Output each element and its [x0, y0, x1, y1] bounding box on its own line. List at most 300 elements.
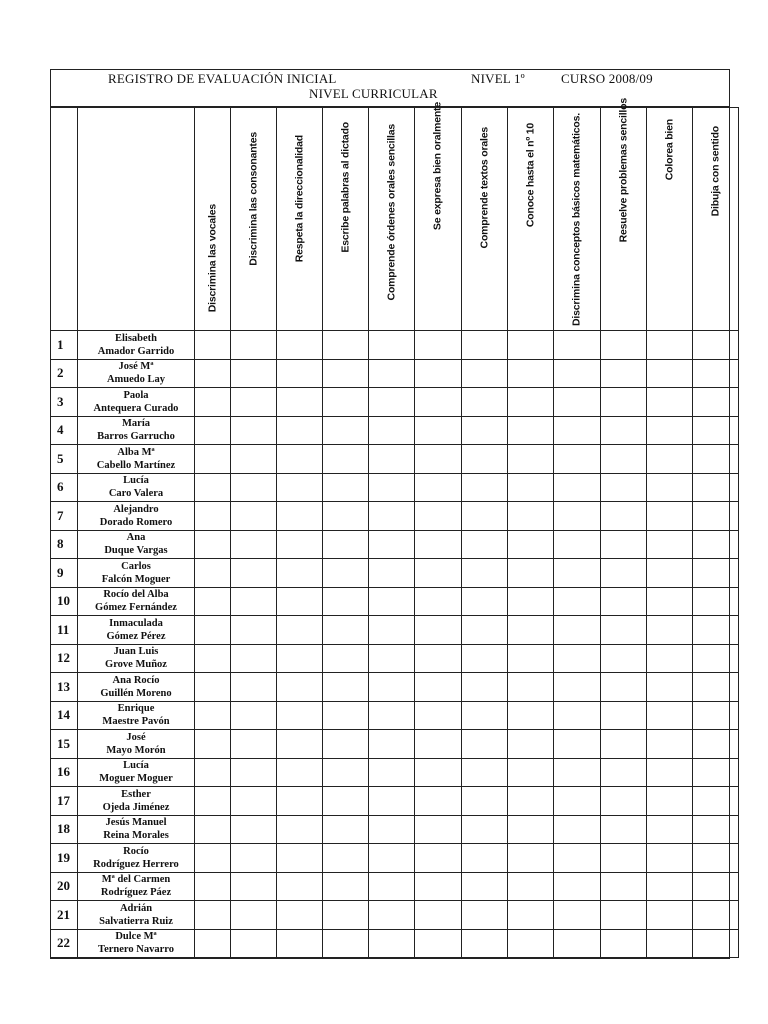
evaluation-cell[interactable]: [415, 616, 462, 645]
evaluation-cell[interactable]: [231, 388, 277, 417]
evaluation-cell[interactable]: [231, 815, 277, 844]
evaluation-cell[interactable]: [508, 701, 554, 730]
evaluation-cell[interactable]: [693, 616, 739, 645]
evaluation-cell[interactable]: [601, 929, 647, 958]
evaluation-cell[interactable]: [195, 587, 231, 616]
evaluation-cell[interactable]: [231, 787, 277, 816]
evaluation-cell[interactable]: [231, 701, 277, 730]
evaluation-cell[interactable]: [554, 644, 601, 673]
student-row: [51, 644, 739, 673]
evaluation-cell[interactable]: [195, 416, 231, 445]
evaluation-cell[interactable]: [277, 929, 323, 958]
evaluation-cell[interactable]: [693, 359, 739, 388]
evaluation-cell[interactable]: [231, 473, 277, 502]
evaluation-cell[interactable]: [195, 872, 231, 901]
evaluation-cell[interactable]: [693, 872, 739, 901]
criterion-label: Discrimina las vocales: [205, 203, 218, 312]
evaluation-cell[interactable]: [415, 587, 462, 616]
student-last-name: Antequera Curado: [93, 402, 179, 414]
evaluation-cell[interactable]: [554, 445, 601, 474]
evaluation-cell[interactable]: [647, 844, 693, 873]
evaluation-cell[interactable]: [462, 701, 508, 730]
evaluation-cell[interactable]: [647, 758, 693, 787]
evaluation-cell[interactable]: [647, 872, 693, 901]
evaluation-cell[interactable]: [462, 445, 508, 474]
evaluation-cell[interactable]: [277, 416, 323, 445]
evaluation-cell[interactable]: [601, 730, 647, 759]
evaluation-cell[interactable]: [693, 844, 739, 873]
evaluation-cell[interactable]: [647, 644, 693, 673]
evaluation-cell[interactable]: [554, 787, 601, 816]
evaluation-cell[interactable]: [601, 359, 647, 388]
evaluation-cell[interactable]: [231, 587, 277, 616]
evaluation-cell[interactable]: [601, 787, 647, 816]
evaluation-cell[interactable]: [647, 929, 693, 958]
evaluation-cell[interactable]: [323, 587, 369, 616]
evaluation-cell[interactable]: [554, 730, 601, 759]
evaluation-cell[interactable]: [554, 502, 601, 531]
evaluation-cell[interactable]: [415, 730, 462, 759]
evaluation-cell[interactable]: [554, 473, 601, 502]
evaluation-cell[interactable]: [277, 844, 323, 873]
evaluation-cell[interactable]: [601, 331, 647, 360]
evaluation-cell[interactable]: [508, 388, 554, 417]
evaluation-cell[interactable]: [415, 758, 462, 787]
evaluation-cell[interactable]: [277, 559, 323, 588]
evaluation-cell[interactable]: [195, 530, 231, 559]
evaluation-cell[interactable]: [601, 673, 647, 702]
evaluation-cell[interactable]: [508, 587, 554, 616]
evaluation-cell[interactable]: [554, 388, 601, 417]
evaluation-cell[interactable]: [195, 844, 231, 873]
student-last-name: Falcón Moguer: [101, 573, 171, 585]
evaluation-cell[interactable]: [369, 929, 415, 958]
evaluation-cell[interactable]: [231, 844, 277, 873]
student-last-name: Rodríguez Páez: [100, 887, 172, 899]
evaluation-cell[interactable]: [462, 787, 508, 816]
evaluation-cell[interactable]: [508, 616, 554, 645]
evaluation-cell[interactable]: [369, 502, 415, 531]
evaluation-cell[interactable]: [693, 673, 739, 702]
student-name-cell: [78, 359, 195, 388]
evaluation-cell[interactable]: [508, 730, 554, 759]
evaluation-cell[interactable]: [415, 502, 462, 531]
evaluation-cell[interactable]: [554, 929, 601, 958]
evaluation-cell[interactable]: [601, 502, 647, 531]
evaluation-cell[interactable]: [277, 644, 323, 673]
evaluation-cell[interactable]: [601, 872, 647, 901]
evaluation-cell[interactable]: [231, 416, 277, 445]
evaluation-cell[interactable]: [277, 587, 323, 616]
evaluation-cell[interactable]: [462, 644, 508, 673]
evaluation-cell[interactable]: [195, 644, 231, 673]
evaluation-cell[interactable]: [415, 701, 462, 730]
student-first-name: José: [126, 731, 146, 743]
evaluation-cell[interactable]: [601, 416, 647, 445]
evaluation-cell[interactable]: [462, 872, 508, 901]
evaluation-cell[interactable]: [369, 473, 415, 502]
evaluation-cell[interactable]: [508, 929, 554, 958]
student-last-name: Amuedo Lay: [106, 374, 166, 386]
evaluation-cell[interactable]: [195, 787, 231, 816]
evaluation-cell[interactable]: [323, 445, 369, 474]
student-row: [51, 758, 739, 787]
evaluation-cell[interactable]: [462, 530, 508, 559]
evaluation-cell[interactable]: [231, 559, 277, 588]
evaluation-cell[interactable]: [508, 559, 554, 588]
evaluation-cell[interactable]: [323, 530, 369, 559]
evaluation-cell[interactable]: [415, 815, 462, 844]
evaluation-cell[interactable]: [508, 416, 554, 445]
evaluation-cell[interactable]: [369, 331, 415, 360]
evaluation-cell[interactable]: [323, 815, 369, 844]
evaluation-cell[interactable]: [462, 901, 508, 930]
evaluation-cell[interactable]: [462, 815, 508, 844]
student-last-name: Caro Valera: [108, 488, 164, 500]
evaluation-cell[interactable]: [323, 473, 369, 502]
evaluation-cell[interactable]: [231, 758, 277, 787]
evaluation-cell[interactable]: [323, 673, 369, 702]
evaluation-cell[interactable]: [369, 445, 415, 474]
evaluation-cell[interactable]: [323, 359, 369, 388]
evaluation-cell[interactable]: [415, 929, 462, 958]
evaluation-cell[interactable]: [508, 502, 554, 531]
evaluation-cell[interactable]: [647, 388, 693, 417]
evaluation-cell[interactable]: [369, 815, 415, 844]
evaluation-cell[interactable]: [369, 416, 415, 445]
evaluation-cell[interactable]: [693, 758, 739, 787]
evaluation-cell[interactable]: [195, 359, 231, 388]
course-label: CURSO 2008/09: [561, 71, 653, 86]
evaluation-cell[interactable]: [369, 844, 415, 873]
evaluation-cell[interactable]: [554, 331, 601, 360]
evaluation-cell[interactable]: [508, 530, 554, 559]
evaluation-cell[interactable]: [369, 644, 415, 673]
evaluation-cell[interactable]: [323, 701, 369, 730]
evaluation-cell[interactable]: [554, 701, 601, 730]
evaluation-cell[interactable]: [554, 844, 601, 873]
evaluation-cell[interactable]: [415, 445, 462, 474]
evaluation-cell[interactable]: [647, 559, 693, 588]
evaluation-cell[interactable]: [369, 701, 415, 730]
evaluation-cell[interactable]: [601, 445, 647, 474]
evaluation-cell[interactable]: [508, 473, 554, 502]
evaluation-cell[interactable]: [508, 644, 554, 673]
evaluation-cell[interactable]: [195, 758, 231, 787]
evaluation-cell[interactable]: [647, 473, 693, 502]
evaluation-cell[interactable]: [508, 872, 554, 901]
evaluation-cell[interactable]: [323, 730, 369, 759]
evaluation-cell[interactable]: [415, 644, 462, 673]
criterion-label: Conoce hasta el nº 10: [523, 122, 536, 227]
evaluation-cell[interactable]: [601, 388, 647, 417]
evaluation-cell[interactable]: [647, 730, 693, 759]
evaluation-cell[interactable]: [277, 331, 323, 360]
evaluation-cell[interactable]: [277, 901, 323, 930]
evaluation-cell[interactable]: [647, 331, 693, 360]
evaluation-cell[interactable]: [231, 644, 277, 673]
evaluation-cell[interactable]: [231, 616, 277, 645]
evaluation-cell[interactable]: [323, 616, 369, 645]
evaluation-cell[interactable]: [195, 473, 231, 502]
evaluation-cell[interactable]: [693, 901, 739, 930]
criterion-header-2: [231, 108, 277, 331]
evaluation-cell[interactable]: [462, 359, 508, 388]
evaluation-cell[interactable]: [601, 844, 647, 873]
evaluation-cell[interactable]: [693, 331, 739, 360]
evaluation-cell[interactable]: [554, 587, 601, 616]
evaluation-cell[interactable]: [369, 901, 415, 930]
evaluation-cell[interactable]: [508, 758, 554, 787]
evaluation-cell[interactable]: [462, 929, 508, 958]
evaluation-cell[interactable]: [277, 787, 323, 816]
evaluation-cell[interactable]: [647, 673, 693, 702]
evaluation-cell[interactable]: [554, 530, 601, 559]
evaluation-cell[interactable]: [554, 416, 601, 445]
evaluation-cell[interactable]: [554, 559, 601, 588]
evaluation-cell[interactable]: [195, 929, 231, 958]
evaluation-cell[interactable]: [195, 559, 231, 588]
student-number: 1: [51, 331, 78, 360]
evaluation-cell[interactable]: [693, 815, 739, 844]
evaluation-cell[interactable]: [693, 559, 739, 588]
evaluation-cell[interactable]: [195, 673, 231, 702]
evaluation-cell[interactable]: [323, 844, 369, 873]
evaluation-cell[interactable]: [231, 901, 277, 930]
evaluation-cell[interactable]: [462, 844, 508, 873]
student-name-cell: [78, 331, 195, 360]
evaluation-cell[interactable]: [554, 758, 601, 787]
evaluation-cell[interactable]: [369, 559, 415, 588]
student-first-name: Ana: [126, 532, 146, 544]
evaluation-cell[interactable]: [195, 331, 231, 360]
student-last-name: Guillén Moreno: [100, 687, 172, 699]
evaluation-cell[interactable]: [369, 388, 415, 417]
evaluation-cell[interactable]: [277, 730, 323, 759]
evaluation-cell[interactable]: [369, 872, 415, 901]
evaluation-cell[interactable]: [277, 758, 323, 787]
evaluation-cell[interactable]: [323, 416, 369, 445]
evaluation-cell[interactable]: [323, 929, 369, 958]
evaluation-cell[interactable]: [647, 445, 693, 474]
evaluation-cell[interactable]: [693, 530, 739, 559]
evaluation-cell[interactable]: [508, 815, 554, 844]
evaluation-cell[interactable]: [231, 673, 277, 702]
evaluation-cell[interactable]: [415, 416, 462, 445]
evaluation-cell[interactable]: [462, 673, 508, 702]
evaluation-cell[interactable]: [415, 331, 462, 360]
evaluation-cell[interactable]: [462, 616, 508, 645]
evaluation-cell[interactable]: [231, 929, 277, 958]
evaluation-cell[interactable]: [277, 815, 323, 844]
evaluation-cell[interactable]: [693, 701, 739, 730]
student-last-name: Gómez Pérez: [106, 630, 166, 642]
evaluation-cell[interactable]: [369, 730, 415, 759]
evaluation-cell[interactable]: [323, 901, 369, 930]
evaluation-cell[interactable]: [647, 587, 693, 616]
evaluation-cell[interactable]: [508, 359, 554, 388]
evaluation-cell[interactable]: [415, 787, 462, 816]
evaluation-cell[interactable]: [195, 388, 231, 417]
evaluation-cell[interactable]: [601, 644, 647, 673]
evaluation-cell[interactable]: [369, 787, 415, 816]
evaluation-cell[interactable]: [601, 616, 647, 645]
evaluation-cell[interactable]: [323, 388, 369, 417]
evaluation-cell[interactable]: [415, 844, 462, 873]
evaluation-cell[interactable]: [554, 872, 601, 901]
evaluation-cell[interactable]: [231, 872, 277, 901]
evaluation-cell[interactable]: [462, 502, 508, 531]
evaluation-cell[interactable]: [508, 331, 554, 360]
evaluation-cell[interactable]: [647, 359, 693, 388]
evaluation-cell[interactable]: [554, 815, 601, 844]
evaluation-cell[interactable]: [323, 787, 369, 816]
evaluation-cell[interactable]: [601, 758, 647, 787]
evaluation-cell[interactable]: [601, 701, 647, 730]
evaluation-cell[interactable]: [647, 901, 693, 930]
evaluation-cell[interactable]: [277, 473, 323, 502]
evaluation-cell[interactable]: [647, 701, 693, 730]
evaluation-cell[interactable]: [601, 473, 647, 502]
evaluation-cell[interactable]: [415, 359, 462, 388]
evaluation-cell[interactable]: [277, 388, 323, 417]
evaluation-cell[interactable]: [369, 673, 415, 702]
evaluation-cell[interactable]: [369, 530, 415, 559]
evaluation-cell[interactable]: [693, 929, 739, 958]
name-header-cell: [78, 108, 195, 331]
evaluation-cell[interactable]: [323, 559, 369, 588]
evaluation-cell[interactable]: [462, 730, 508, 759]
student-row: [51, 673, 739, 702]
evaluation-cell[interactable]: [693, 787, 739, 816]
evaluation-cell[interactable]: [693, 644, 739, 673]
evaluation-cell[interactable]: [601, 530, 647, 559]
evaluation-cell[interactable]: [415, 901, 462, 930]
evaluation-cell[interactable]: [369, 359, 415, 388]
evaluation-cell[interactable]: [369, 616, 415, 645]
evaluation-cell[interactable]: [647, 616, 693, 645]
evaluation-cell[interactable]: [554, 901, 601, 930]
evaluation-cell[interactable]: [195, 730, 231, 759]
evaluation-cell[interactable]: [323, 502, 369, 531]
evaluation-cell[interactable]: [277, 359, 323, 388]
evaluation-cell[interactable]: [231, 730, 277, 759]
evaluation-cell[interactable]: [601, 901, 647, 930]
evaluation-cell[interactable]: [231, 331, 277, 360]
evaluation-cell[interactable]: [508, 445, 554, 474]
evaluation-cell[interactable]: [231, 530, 277, 559]
evaluation-cell[interactable]: [647, 416, 693, 445]
evaluation-cell[interactable]: [601, 559, 647, 588]
student-row: [51, 331, 739, 360]
student-name-cell: [78, 815, 195, 844]
evaluation-cell[interactable]: [693, 445, 739, 474]
evaluation-cell[interactable]: [277, 445, 323, 474]
evaluation-cell[interactable]: [462, 473, 508, 502]
evaluation-cell[interactable]: [231, 445, 277, 474]
evaluation-cell[interactable]: [323, 644, 369, 673]
evaluation-grid: [51, 97, 729, 958]
evaluation-cell[interactable]: [647, 502, 693, 531]
evaluation-cell[interactable]: [277, 872, 323, 901]
evaluation-cell[interactable]: [693, 730, 739, 759]
evaluation-cell[interactable]: [647, 530, 693, 559]
student-number: 15: [51, 730, 78, 759]
student-number: 13: [51, 673, 78, 702]
evaluation-cell[interactable]: [647, 815, 693, 844]
evaluation-cell[interactable]: [195, 445, 231, 474]
evaluation-cell[interactable]: [508, 673, 554, 702]
evaluation-cell[interactable]: [554, 616, 601, 645]
evaluation-cell[interactable]: [231, 502, 277, 531]
evaluation-cell[interactable]: [693, 587, 739, 616]
evaluation-cell[interactable]: [195, 901, 231, 930]
student-first-name: Paola: [123, 389, 149, 401]
evaluation-cell[interactable]: [693, 502, 739, 531]
student-name-cell: [78, 872, 195, 901]
evaluation-cell[interactable]: [195, 502, 231, 531]
evaluation-cell[interactable]: [462, 587, 508, 616]
evaluation-cell[interactable]: [415, 673, 462, 702]
evaluation-cell[interactable]: [231, 359, 277, 388]
evaluation-cell[interactable]: [508, 901, 554, 930]
evaluation-cell[interactable]: [195, 701, 231, 730]
evaluation-cell[interactable]: [369, 758, 415, 787]
evaluation-cell[interactable]: [462, 416, 508, 445]
evaluation-cell[interactable]: [415, 559, 462, 588]
evaluation-cell[interactable]: [277, 673, 323, 702]
evaluation-cell[interactable]: [415, 473, 462, 502]
evaluation-cell[interactable]: [601, 587, 647, 616]
evaluation-cell[interactable]: [462, 758, 508, 787]
evaluation-cell[interactable]: [323, 331, 369, 360]
evaluation-cell[interactable]: [462, 331, 508, 360]
evaluation-cell[interactable]: [554, 673, 601, 702]
evaluation-cell[interactable]: [462, 559, 508, 588]
evaluation-cell[interactable]: [277, 701, 323, 730]
evaluation-cell[interactable]: [277, 502, 323, 531]
evaluation-cell[interactable]: [554, 359, 601, 388]
evaluation-cell[interactable]: [508, 787, 554, 816]
criterion-label: Comprende textos orales: [477, 126, 490, 248]
student-name-cell: [78, 416, 195, 445]
evaluation-cell[interactable]: [323, 758, 369, 787]
student-last-name: Gómez Fernández: [95, 602, 177, 614]
evaluation-cell[interactable]: [693, 388, 739, 417]
evaluation-cell[interactable]: [195, 815, 231, 844]
criterion-label: Respeta la direccionalidad: [292, 134, 305, 262]
evaluation-cell[interactable]: [647, 787, 693, 816]
evaluation-cell[interactable]: [693, 416, 739, 445]
student-first-name: Alejandro: [113, 503, 159, 515]
student-number: 6: [51, 473, 78, 502]
student-name-cell: [78, 844, 195, 873]
evaluation-cell[interactable]: [462, 388, 508, 417]
evaluation-cell[interactable]: [415, 872, 462, 901]
criterion-label: Comprende órdenes orales sencillas: [384, 123, 397, 300]
evaluation-cell[interactable]: [195, 616, 231, 645]
evaluation-cell[interactable]: [415, 388, 462, 417]
evaluation-cell[interactable]: [508, 844, 554, 873]
evaluation-cell[interactable]: [369, 587, 415, 616]
evaluation-cell[interactable]: [415, 530, 462, 559]
evaluation-cell[interactable]: [277, 530, 323, 559]
evaluation-cell[interactable]: [693, 473, 739, 502]
evaluation-cell[interactable]: [277, 616, 323, 645]
evaluation-cell[interactable]: [323, 872, 369, 901]
criteria-header-row: [51, 108, 739, 331]
evaluation-cell[interactable]: [601, 815, 647, 844]
